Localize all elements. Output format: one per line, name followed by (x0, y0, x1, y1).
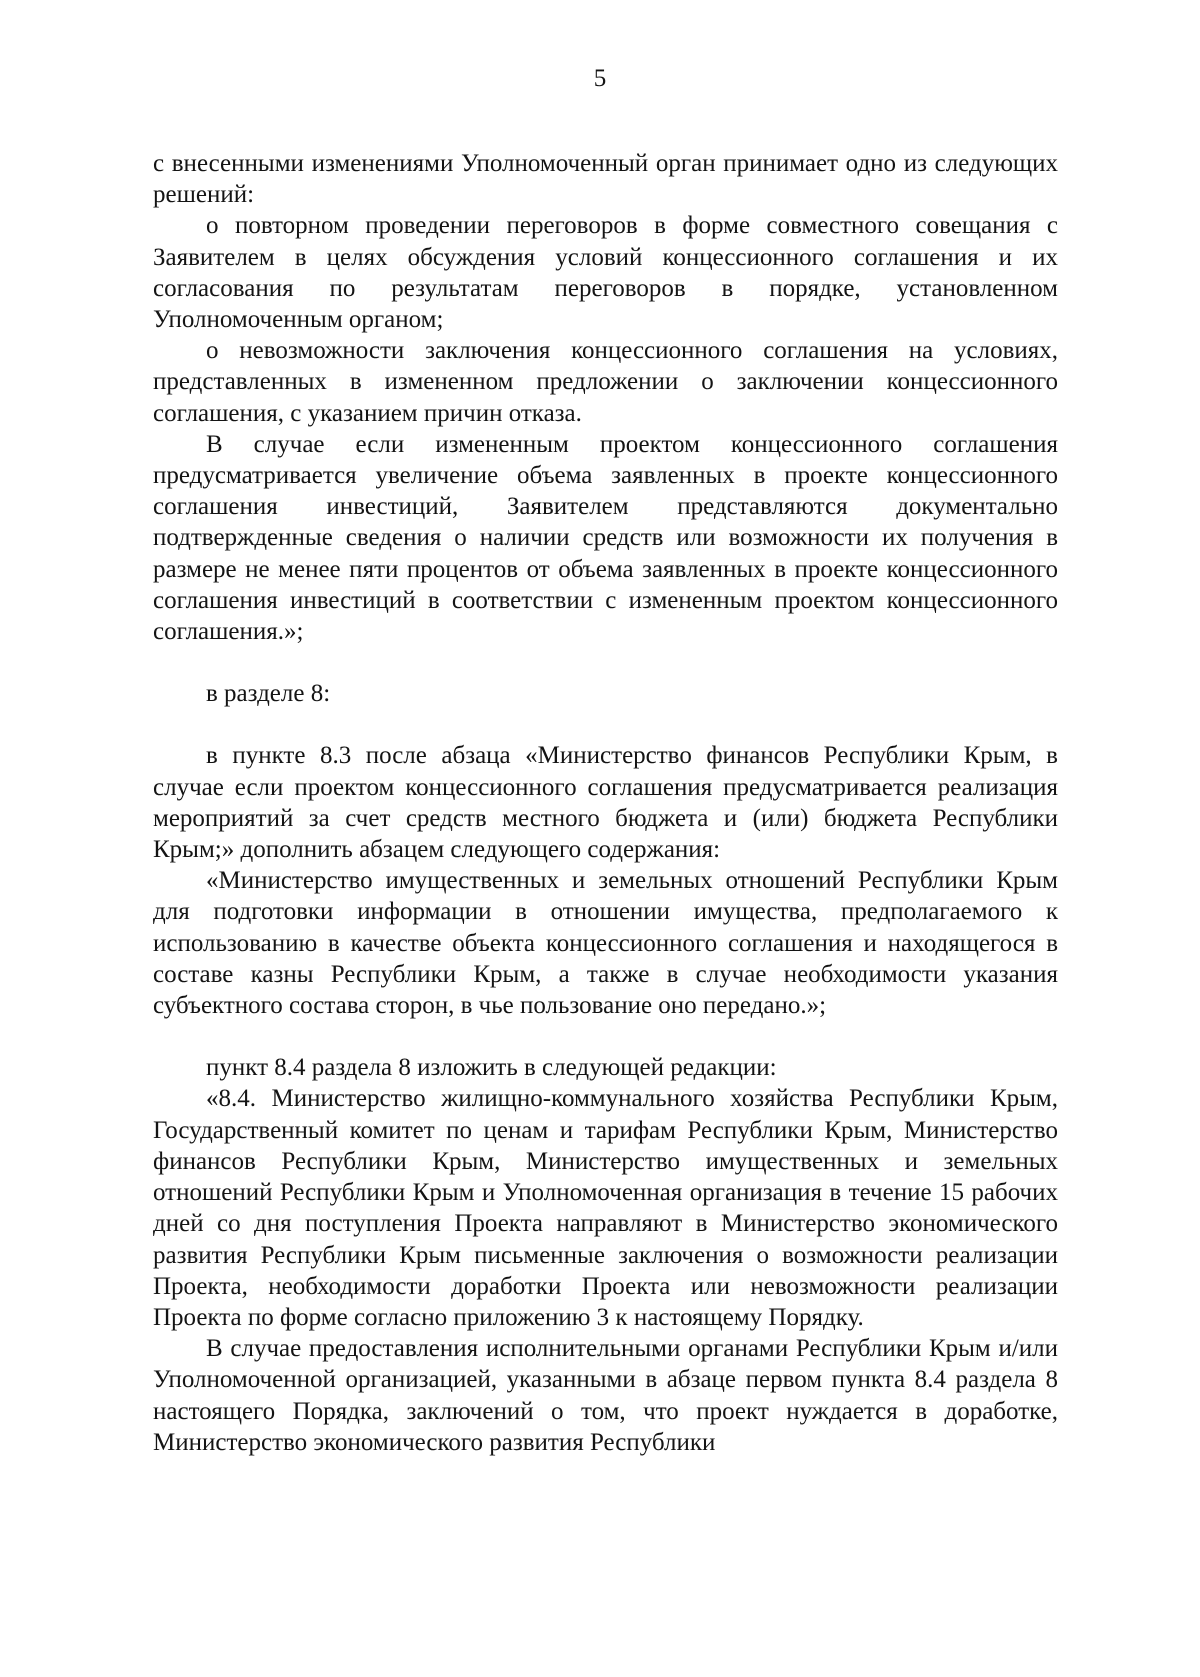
document-body (153, 148, 1058, 1458)
paragraph-revision-case: В случае предоставления исполнительными органами Республики Крым и/или Уполномоченной организацией, указанными в абзаце первом пункта 8.4 раздела 8 настоящего Порядка, заключений о том, что проект нуждается в доработке, Министерство экономического развития Республики (153, 1335, 1058, 1456)
paragraph-section-8: в разделе 8: (206, 680, 331, 708)
paragraph-continuation: с внесенными изменениями Уполномоченный орган принимает одно из следующих решений: (153, 150, 1058, 209)
paragraph-option-repeat-negotiations: о повторном проведении переговоров в форме совместного совещания с Заявителем в целях обсуждения условий концессионного соглашения и их согласования по результатам переговоров в порядке, установленном Уполномоченным органом; (153, 212, 1058, 334)
paragraph-item-8-3: в пункте 8.3 после абзаца «Министерство финансов Республики Крым, в случае если проектом концессионного соглашения предусматривается реализация мероприятий за счет средств местного бюджета и (или) бюджета Республики Крым;» дополнить абзацем следующего содержания: (153, 742, 1058, 864)
paragraph-item-8-4: «8.4. Министерство жилищно-коммунального хозяйства Республики Крым, Государственный комитет по ценам и тарифам Республики Крым, Министерство финансов Республики Крым, Министерство имущественных и земельных отношений Республики Крым и Уполномоченная организация в течение 15 рабочих дней со дня поступления Проекта направляют в Министерство экономического развития Республики Крым письменные заключения о возможности реализации Проекта, необходимости доработки Проекта или невозможности реализации Проекта по форме согласно приложению 3 к настоящему Порядку. (153, 1085, 1058, 1331)
page-number: 5 (593, 65, 607, 92)
paragraph-investment-increase: В случае если измененным проектом концессионного соглашения предусматривается увеличение объема заявленных в проекте концессионного соглашения инвестиций, Заявителем представляются документально подтвержденные сведения о наличии средств или возможности их получения в размере не менее пяти процентов от объема заявленных в проекте концессионного соглашения инвестиций в соответствии с измененным проектом концессионного соглашения.»; (153, 430, 1058, 646)
paragraph-item-8-4-intro: пункт 8.4 раздела 8 изложить в следующей редакции: (206, 1054, 777, 1082)
paragraph-ministry-property: «Министерство имущественных и земельных отношений Республики Крым для подготовки информации в отношении имущества, предполагаемого к использованию в качестве объекта концессионного соглашения и находящегося в составе казны Республики Крым, а также в случае необходимости указания субъектного состава сторон, в чье пользование оно передано.»; (153, 867, 1058, 1020)
paragraph-option-impossibility: о невозможности заключения концессионного соглашения на условиях, представленных в измененном предложении о заключении концессионного соглашения, с указанием причин отказа. (153, 337, 1058, 427)
